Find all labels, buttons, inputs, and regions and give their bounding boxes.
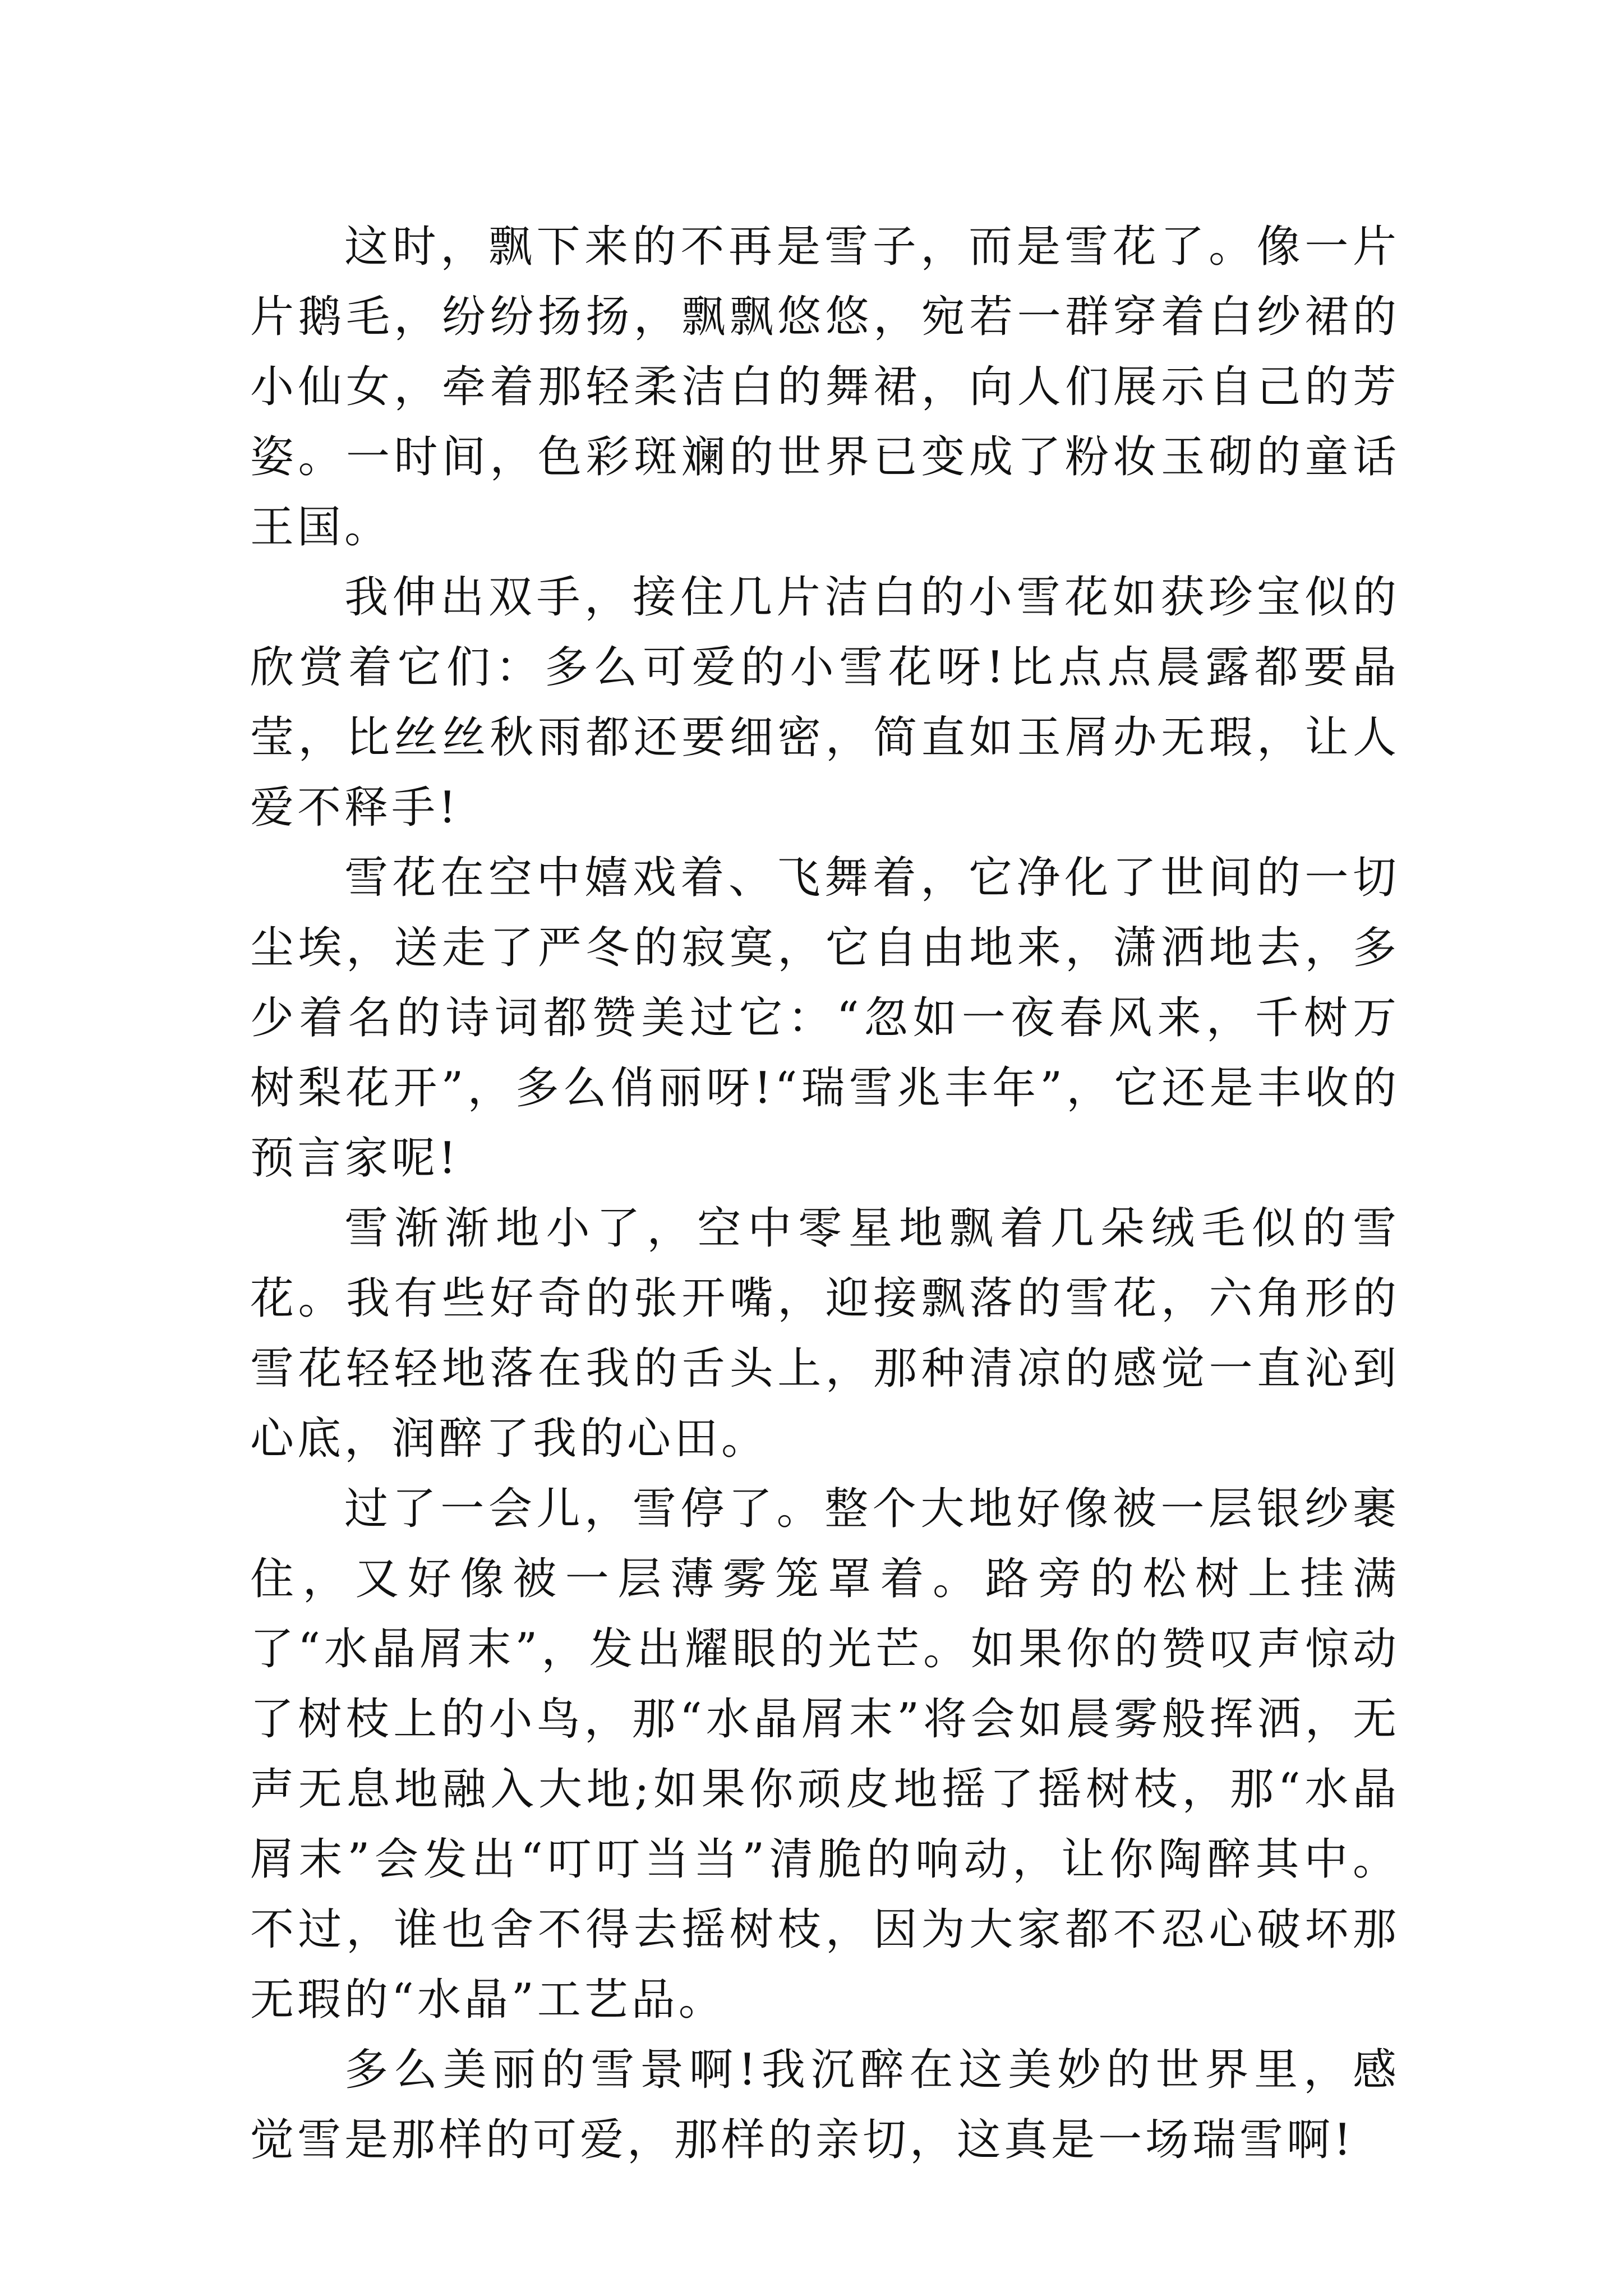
- document-body: [250, 212, 1400, 2175]
- paragraph-snowflakes-falling: 这时，飘下来的不再是雪子，而是雪花了。像一片片鹅毛，纷纷扬扬，飘飘悠悠，宛若一群穿着白纱裙的小仙女，牵着那轻柔洁白的舞裙，向人们展示自己的芳姿。一时间，色彩斑斓的世界已变成了粉妆玉砌的童话王国。: [250, 222, 1400, 553]
- paragraph-catching-snowflakes: 我伸出双手，接住几片洁白的小雪花如获珍宝似的欣赏着它们：多么可爱的小雪花呀!比点点晨露都要晶莹，比丝丝秋雨都还要细密，简直如玉屑办无瑕，让人爱不释手!: [250, 572, 1400, 833]
- paragraph-conclusion: 多么美丽的雪景啊!我沉醉在这美妙的世界里，感觉雪是那样的可爱，那样的亲切，这真是一场瑞雪啊!: [250, 2045, 1400, 2165]
- paragraph-snow-tasting: 雪渐渐地小了，空中零星地飘着几朵绒毛似的雪花。我有些好奇的张开嘴，迎接飘落的雪花，六角形的雪花轻轻地落在我的舌头上，那种清凉的感觉一直沁到心底，润醉了我的心田。: [250, 1203, 1400, 1464]
- paragraph-snow-stopped: 过了一会儿，雪停了。整个大地好像被一层银纱裹住，又好像被一层薄雾笼罩着。路旁的松树上挂满了“水晶屑末”，发出耀眼的光芒。如果你的赞叹声惊动了树枝上的小鸟，那“水晶屑末”将会如晨雾般挥洒，无声无息地融入大地;如果你顽皮地摇了摇树枝，那“水晶屑末”会发出“叮叮当当”清脆的响动，让你陶醉其中。不过，谁也舍不得去摇树枝，因为大家都不忍心破坏那无瑕的“水晶”工艺品。: [250, 1484, 1400, 2025]
- paragraph-snow-dancing: 雪花在空中嬉戏着、飞舞着，它净化了世间的一切尘埃，送走了严冬的寂寞，它自由地来，潇洒地去，多少着名的诗词都赞美过它：“忽如一夜春风来，千树万树梨花开”，多么俏丽呀!“瑞雪兆丰年”，它还是丰收的预言家呢!: [250, 853, 1400, 1184]
